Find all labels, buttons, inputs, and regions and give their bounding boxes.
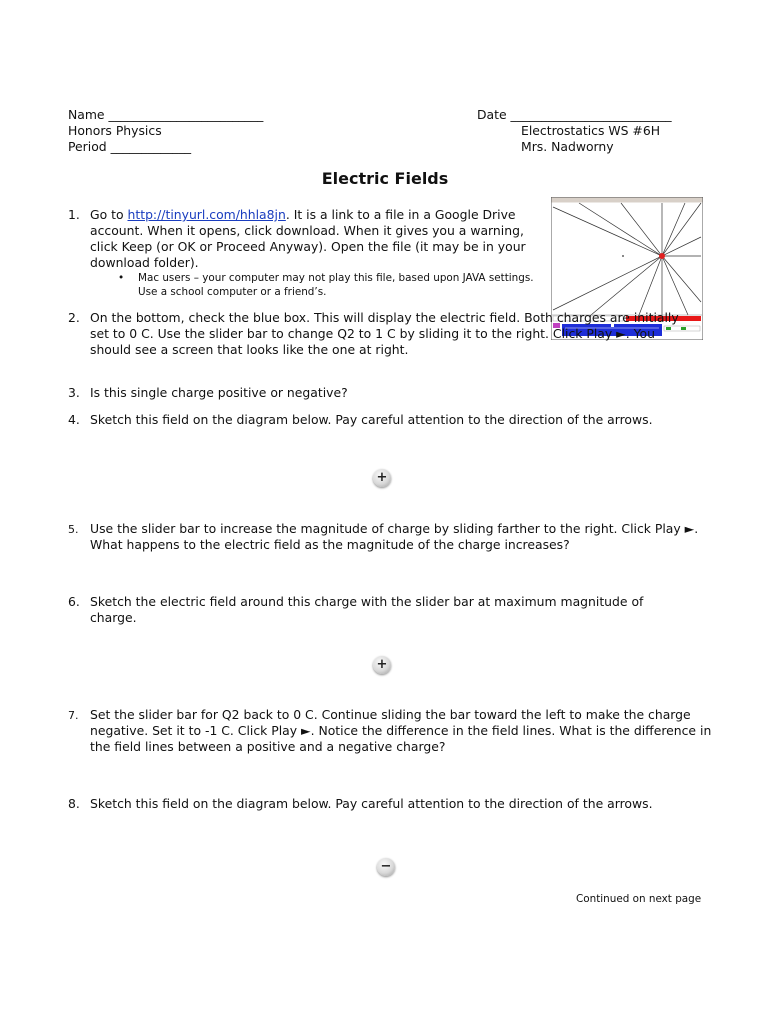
course-name: Honors Physics [68,123,162,138]
date-line: Date __________________________ [477,107,672,122]
q1-number: 1. [68,207,80,222]
q2-text-content: On the bottom, check the blue box. This will display the electric field. Both charges are initially set to 0 C. Use the slider bar to change Q2 to 1 C by sliding it to the right. Click Play ►. You should see a screen that looks like the one at right. [90,310,679,357]
period-line: Period _____________ [68,139,192,154]
q2-text [90,310,690,358]
q1-text-post: . It is a link to a file in a Google Drive account. When it opens, click download. When it gives you a warning, click Keep (or OK or Proceed Anyway). Open the file (it may be in your download folder). [90,207,526,270]
name-line: Name _________________________ [68,107,264,122]
positive-charge-icon-large: + [373,656,391,674]
q4-text: Sketch this field on the diagram below. Pay careful attention to the direction of the arrows. [90,412,653,427]
teacher-name: Mrs. Nadworny [521,139,614,154]
q1-text-pre: Go to [90,207,128,222]
q5-text: Use the slider bar to increase the magnitude of charge by sliding farther to the right. Click Play ►. What happens to the electric field as the magnitude of the charge increases? [90,521,699,552]
q5-number: 5. [68,523,79,536]
continued-note: Continued on next page [576,893,702,905]
bullet-icon: • [118,272,125,284]
q2-number: 2. [68,310,80,325]
negative-charge-icon: − [377,858,395,876]
q6-text: Sketch the electric field around this charge with the slider bar at maximum magnitude of charge. [90,594,644,625]
q8-text: Sketch this field on the diagram below. Pay careful attention to the direction of the arrows. [90,796,653,811]
q6-number: 6. [68,594,80,609]
q7-number: 7. [68,709,79,722]
q1-bullet-note: Mac users – your computer may not play this file, based upon JAVA settings. Use a school computer or a friend’s. [138,272,534,298]
page-title: Electric Fields [321,169,449,188]
q3-number: 3. [68,385,80,400]
tinyurl-link[interactable]: http://tinyurl.com/hhla8jn [127,207,286,222]
q4-number: 4. [68,412,80,427]
q7-text: Set the slider bar for Q2 back to 0 C. Continue sliding the bar toward the left to make the charge negative. Set it to -1 C. Click Play ►. Notice the difference in the field lines. What is the difference in the field lines between a positive and a negative charge? [90,707,712,754]
positive-charge-icon: + [373,469,391,487]
worksheet-id: Electrostatics WS #6H [521,123,661,138]
q8-number: 8. [68,796,80,811]
q3-text: Is this single charge positive or negative? [90,385,348,400]
q1-text [90,207,542,271]
